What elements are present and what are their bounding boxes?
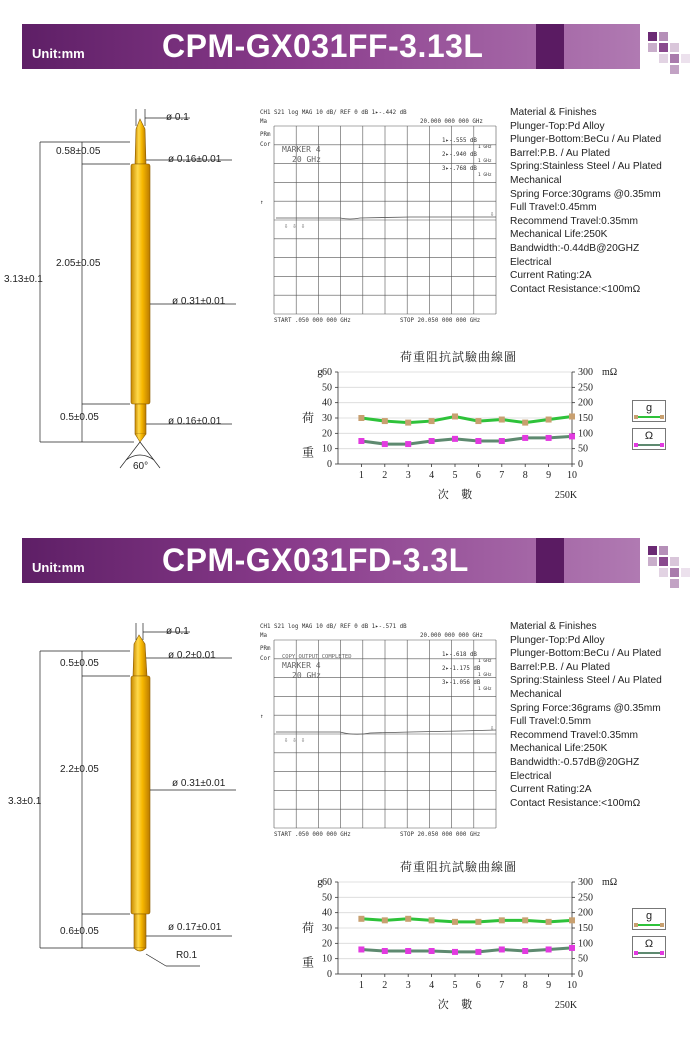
spec-line: Full Travel:0.5mm xyxy=(510,716,591,728)
x-tick-label: 7 xyxy=(499,470,505,481)
data-point xyxy=(546,946,552,952)
x-tick-label: 9 xyxy=(546,470,552,481)
x-tick-label: 2 xyxy=(382,980,388,991)
title-banner xyxy=(22,538,640,583)
spec-line: Material & Finishes xyxy=(510,621,597,632)
data-point xyxy=(475,949,481,955)
data-point xyxy=(382,917,388,923)
data-point xyxy=(569,433,575,439)
x-tick-label: 6 xyxy=(475,470,481,481)
vna-freq: 20.000 000 000 GHz xyxy=(420,119,483,125)
data-point xyxy=(569,413,575,419)
svg-text:↑: ↑ xyxy=(260,199,264,206)
probe-drawing xyxy=(0,618,250,1018)
data-point xyxy=(475,919,481,925)
vna-start: START .050 000 000 GHz xyxy=(274,832,351,838)
series-line-resistance xyxy=(361,436,572,444)
data-point xyxy=(499,417,505,423)
load-resistance-chart xyxy=(290,874,630,1014)
y-right-tick-label: 200 xyxy=(578,397,593,409)
spec-line: Spring Force:36grams @0.35mm xyxy=(510,702,661,714)
y-left-tick-label: 60 xyxy=(322,877,332,888)
x-tick-label: 5 xyxy=(452,470,458,481)
vna-side-3: Cor xyxy=(260,142,271,148)
vna-side-1: Ma xyxy=(260,633,267,639)
series-line-force xyxy=(361,416,572,422)
product-title: CPM-GX031FD-3.3L xyxy=(162,542,469,578)
data-point xyxy=(405,948,411,954)
data-point xyxy=(546,435,552,441)
spec-line: Contact Resistance:<100mΩ xyxy=(510,797,641,809)
y-left-tick-label: 30 xyxy=(322,413,332,424)
x-unit: 250K xyxy=(554,1000,578,1011)
vna-freq: 20.000 000 000 GHz xyxy=(420,633,483,639)
dim-plunger-bottom-diameter: ø 0.16±0.01 xyxy=(168,416,222,427)
product-section-1 xyxy=(0,24,692,504)
legend-resistance xyxy=(632,936,666,958)
spec-line: Plunger-Bottom:BeCu / Au Plated xyxy=(510,648,662,660)
data-point xyxy=(499,438,505,444)
x-tick-label: 5 xyxy=(452,980,458,991)
data-point xyxy=(452,413,458,419)
data-point xyxy=(382,441,388,447)
y-left-tick-label: 60 xyxy=(322,367,332,378)
x-tick-label: 4 xyxy=(429,470,435,481)
y-right-tick-label: 0 xyxy=(578,459,583,470)
spec-line: Current Rating:2A xyxy=(510,270,592,282)
dim-top-length: 0.5±0.05 xyxy=(60,658,99,669)
y-left-tick-label: 30 xyxy=(322,923,332,934)
vna-start: START .050 000 000 GHz xyxy=(274,318,351,324)
x-tick-label: 2 xyxy=(382,470,388,481)
y-right-tick-label: 0 xyxy=(578,969,583,980)
spec-line: Barrel:P.B. / Au Plated xyxy=(510,147,611,159)
load-resistance-chart xyxy=(290,364,630,504)
data-point xyxy=(569,917,575,923)
vna-side-2: PRm xyxy=(260,132,271,138)
y-left-tick-label: 10 xyxy=(322,443,332,455)
svg-text:⇩ ⇩ ⇩: ⇩ ⇩ ⇩ xyxy=(284,222,306,230)
spec-line: Spring:Stainless Steel / Au Plated xyxy=(510,675,662,687)
x-tick-label: 8 xyxy=(522,470,528,481)
dim-tip-radius: R0.1 xyxy=(176,950,198,961)
vna-readout-unit-3: 1 GHz xyxy=(478,173,492,178)
data-point xyxy=(358,946,364,952)
vna-copy-note: COPY OUTPUT COMPLETED xyxy=(282,654,352,660)
vna-readout-unit-1: 1 GHz xyxy=(478,145,492,150)
x-tick-label: 4 xyxy=(429,980,435,991)
spec-line: Plunger-Top:Pd Alloy xyxy=(510,120,605,132)
y-left-label-char: 荷 xyxy=(301,921,315,935)
curve-title: 荷重阻抗試驗曲線圖 xyxy=(400,860,518,874)
vna-readout-unit-2: 1 GHz xyxy=(478,673,492,678)
vna-readout-2: 2▸-.940 dB xyxy=(442,152,477,158)
vna-marker: MARKER 4 xyxy=(282,661,321,670)
y-right-tick-label: 150 xyxy=(578,923,593,934)
data-point xyxy=(452,919,458,925)
vna-side-2: PRm xyxy=(260,646,271,652)
dim-barrel-diameter: ø 0.31±0.01 xyxy=(172,778,226,789)
y-right-tick-label: 250 xyxy=(578,382,593,394)
x-tick-label: 10 xyxy=(567,470,577,481)
legend-resistance-label: Ω xyxy=(644,430,654,442)
y-right-tick-label: 300 xyxy=(578,877,593,888)
y-right-tick-label: 150 xyxy=(578,413,593,424)
spec-line: Bandwidth:-0.57dB@20GHZ xyxy=(510,756,640,768)
y-right-unit: mΩ xyxy=(602,877,618,888)
spec-line: Spring Force:30grams @0.35mm xyxy=(510,188,661,200)
legend-force-label: g xyxy=(645,402,653,414)
svg-text:⇩: ⇩ xyxy=(490,210,495,218)
y-right-unit: mΩ xyxy=(602,367,618,378)
decorative-squares xyxy=(640,24,692,76)
dim-barrel-length: 2.05±0.05 xyxy=(56,258,101,269)
data-point xyxy=(429,438,435,444)
legend-force xyxy=(632,400,666,422)
data-point xyxy=(475,418,481,424)
dim-plunger-bottom-diameter: ø 0.17±0.01 xyxy=(168,922,222,933)
data-point xyxy=(382,948,388,954)
vna-readout-1: 1▸-.618 dB xyxy=(442,652,477,658)
x-tick-label: 6 xyxy=(475,980,481,991)
vna-stop: STOP 20.050 000 000 GHz xyxy=(400,318,481,324)
data-point xyxy=(522,420,528,426)
dim-tip-angle: 60° xyxy=(133,461,149,472)
y-right-tick-label: 200 xyxy=(578,907,593,919)
x-tick-label: 7 xyxy=(499,980,505,991)
svg-text:⇩ ⇩ ⇩: ⇩ ⇩ ⇩ xyxy=(284,736,306,744)
y-left-tick-label: 20 xyxy=(322,428,332,440)
dim-tip: ø 0.1 xyxy=(166,626,189,637)
data-point xyxy=(499,917,505,923)
dim-top-length: 0.58±0.05 xyxy=(56,146,101,157)
vna-readout-3: 3▸-.768 dB xyxy=(442,166,477,172)
banner-accent xyxy=(536,538,564,583)
y-right-tick-label: 250 xyxy=(578,892,593,904)
vna-plot xyxy=(260,620,500,845)
vna-marker: MARKER 4 xyxy=(282,145,321,154)
dim-tip: ø 0.1 xyxy=(166,112,189,123)
vna-readout-unit-3: 1 GHz xyxy=(478,687,492,692)
vna-side-1: Ma xyxy=(260,119,267,125)
series-line-resistance xyxy=(361,948,572,952)
y-left-tick-label: 20 xyxy=(322,938,332,950)
x-tick-label: 10 xyxy=(567,980,577,991)
dim-total-length: 3.13±0.1 xyxy=(4,274,43,285)
y-right-tick-label: 300 xyxy=(578,367,593,378)
banner-accent xyxy=(536,24,564,69)
x-tick-label: 3 xyxy=(405,470,411,481)
spec-line: Full Travel:0.45mm xyxy=(510,202,597,214)
data-point xyxy=(546,417,552,423)
x-tick-label: 8 xyxy=(522,980,528,991)
svg-text:⇩: ⇩ xyxy=(490,724,495,732)
dim-total-length: 3.3±0.1 xyxy=(8,796,42,807)
legend-force xyxy=(632,908,666,930)
legend-resistance xyxy=(632,428,666,450)
spec-line: Current Rating:2A xyxy=(510,784,592,796)
dim-plunger-top-diameter: ø 0.2±0.01 xyxy=(168,650,216,661)
data-point xyxy=(569,945,575,951)
y-right-tick-label: 100 xyxy=(578,938,593,950)
product-section-2 xyxy=(0,538,692,1037)
legend-resistance-label: Ω xyxy=(644,938,654,950)
x-label-char: 數 xyxy=(461,999,473,1011)
title-banner xyxy=(22,24,640,69)
spec-line: Electrical xyxy=(510,770,552,782)
vna-readout-unit-1: 1 GHz xyxy=(478,659,492,664)
y-left-tick-label: 40 xyxy=(322,397,332,409)
y-left-label-char: 重 xyxy=(301,445,315,460)
y-left-tick-label: 50 xyxy=(322,892,332,904)
data-point xyxy=(522,948,528,954)
data-point xyxy=(452,949,458,955)
spec-line: Mechanical Life:250K xyxy=(510,743,608,755)
data-point xyxy=(358,415,364,421)
x-unit: 250K xyxy=(554,490,578,501)
vna-readout-unit-2: 1 GHz xyxy=(478,159,492,164)
vna-side-3: Cor xyxy=(260,656,271,662)
y-left-unit: g xyxy=(317,876,323,888)
spec-line: Spring:Stainless Steel / Au Plated xyxy=(510,161,662,173)
unit-label: Unit:mm xyxy=(32,46,85,61)
vna-readout-1: 1▸-.555 dB xyxy=(442,138,477,144)
x-label-char: 次 xyxy=(437,999,449,1011)
y-left-tick-label: 50 xyxy=(322,382,332,394)
spec-line: Material & Finishes xyxy=(510,107,597,118)
y-left-tick-label: 40 xyxy=(322,907,332,919)
vna-plot xyxy=(260,106,500,331)
data-point xyxy=(475,438,481,444)
vna-marker-freq: 20 GHz xyxy=(292,671,321,680)
vna-header: CH1 S21 log MAG 10 dB/ REF 0 dB 1▸-.571 dB xyxy=(260,624,407,630)
vna-readout-3: 3▸-1.056 dB xyxy=(442,680,481,686)
spec-line: Recommend Travel:0.35mm xyxy=(510,729,638,741)
data-point xyxy=(429,948,435,954)
data-point xyxy=(358,438,364,444)
data-point xyxy=(546,919,552,925)
data-point xyxy=(405,916,411,922)
legend-force-label: g xyxy=(645,910,653,922)
product-title: CPM-GX031FF-3.13L xyxy=(162,28,484,64)
data-point xyxy=(522,435,528,441)
vna-grid xyxy=(260,620,500,840)
dim-bottom-length: 0.5±0.05 xyxy=(60,412,99,423)
dim-plunger-top-diameter: ø 0.16±0.01 xyxy=(168,154,222,165)
vna-header: CH1 S21 log MAG 10 dB/ REF 0 dB 1▸-.442 dB xyxy=(260,110,407,116)
decorative-squares xyxy=(640,538,692,590)
y-left-tick-label: 10 xyxy=(322,953,332,965)
spec-line: Mechanical xyxy=(510,174,562,186)
y-left-label-char: 重 xyxy=(301,955,315,970)
y-left-tick-label: 0 xyxy=(327,969,332,980)
vna-stop: STOP 20.050 000 000 GHz xyxy=(400,832,481,838)
vna-readout-2: 2▸-1.175 dB xyxy=(442,666,481,672)
x-tick-label: 9 xyxy=(546,980,552,991)
spec-line: Plunger-Bottom:BeCu / Au Plated xyxy=(510,134,662,146)
vna-marker-freq: 20 GHz xyxy=(292,155,321,164)
curve-title: 荷重阻抗試驗曲線圖 xyxy=(400,350,518,364)
data-point xyxy=(452,436,458,442)
data-point xyxy=(382,418,388,424)
spec-line: Recommend Travel:0.35mm xyxy=(510,215,638,227)
y-left-tick-label: 0 xyxy=(327,459,332,470)
data-point xyxy=(499,946,505,952)
y-left-unit: g xyxy=(317,366,323,378)
data-point xyxy=(429,418,435,424)
spec-line: Contact Resistance:<100mΩ xyxy=(510,283,641,295)
spec-line: Barrel:P.B. / Au Plated xyxy=(510,661,611,673)
spec-line: Bandwidth:-0.44dB@20GHZ xyxy=(510,242,640,254)
spec-line: Plunger-Top:Pd Alloy xyxy=(510,634,605,646)
data-point xyxy=(358,916,364,922)
x-tick-label: 1 xyxy=(358,470,364,481)
spec-list xyxy=(510,106,662,296)
y-left-label-char: 荷 xyxy=(301,411,315,425)
spec-list xyxy=(510,620,662,810)
svg-text:↑: ↑ xyxy=(260,713,264,720)
x-tick-label: 1 xyxy=(358,980,364,991)
y-right-tick-label: 50 xyxy=(578,953,588,965)
spec-line: Electrical xyxy=(510,256,552,268)
data-point xyxy=(405,420,411,426)
series-line-force xyxy=(361,919,572,922)
vna-grid xyxy=(260,106,500,326)
spec-line: Mechanical xyxy=(510,688,562,700)
dim-bottom-length: 0.6±0.05 xyxy=(60,926,99,937)
x-label-char: 次 xyxy=(437,489,449,501)
unit-label: Unit:mm xyxy=(32,560,85,575)
dim-barrel-diameter: ø 0.31±0.01 xyxy=(172,296,226,307)
x-tick-label: 3 xyxy=(405,980,411,991)
x-label-char: 數 xyxy=(461,489,473,501)
y-right-tick-label: 50 xyxy=(578,443,588,455)
y-right-tick-label: 100 xyxy=(578,428,593,440)
dim-barrel-length: 2.2±0.05 xyxy=(60,764,99,775)
data-point xyxy=(522,917,528,923)
spec-line: Mechanical Life:250K xyxy=(510,229,608,241)
data-point xyxy=(429,917,435,923)
data-point xyxy=(405,441,411,447)
